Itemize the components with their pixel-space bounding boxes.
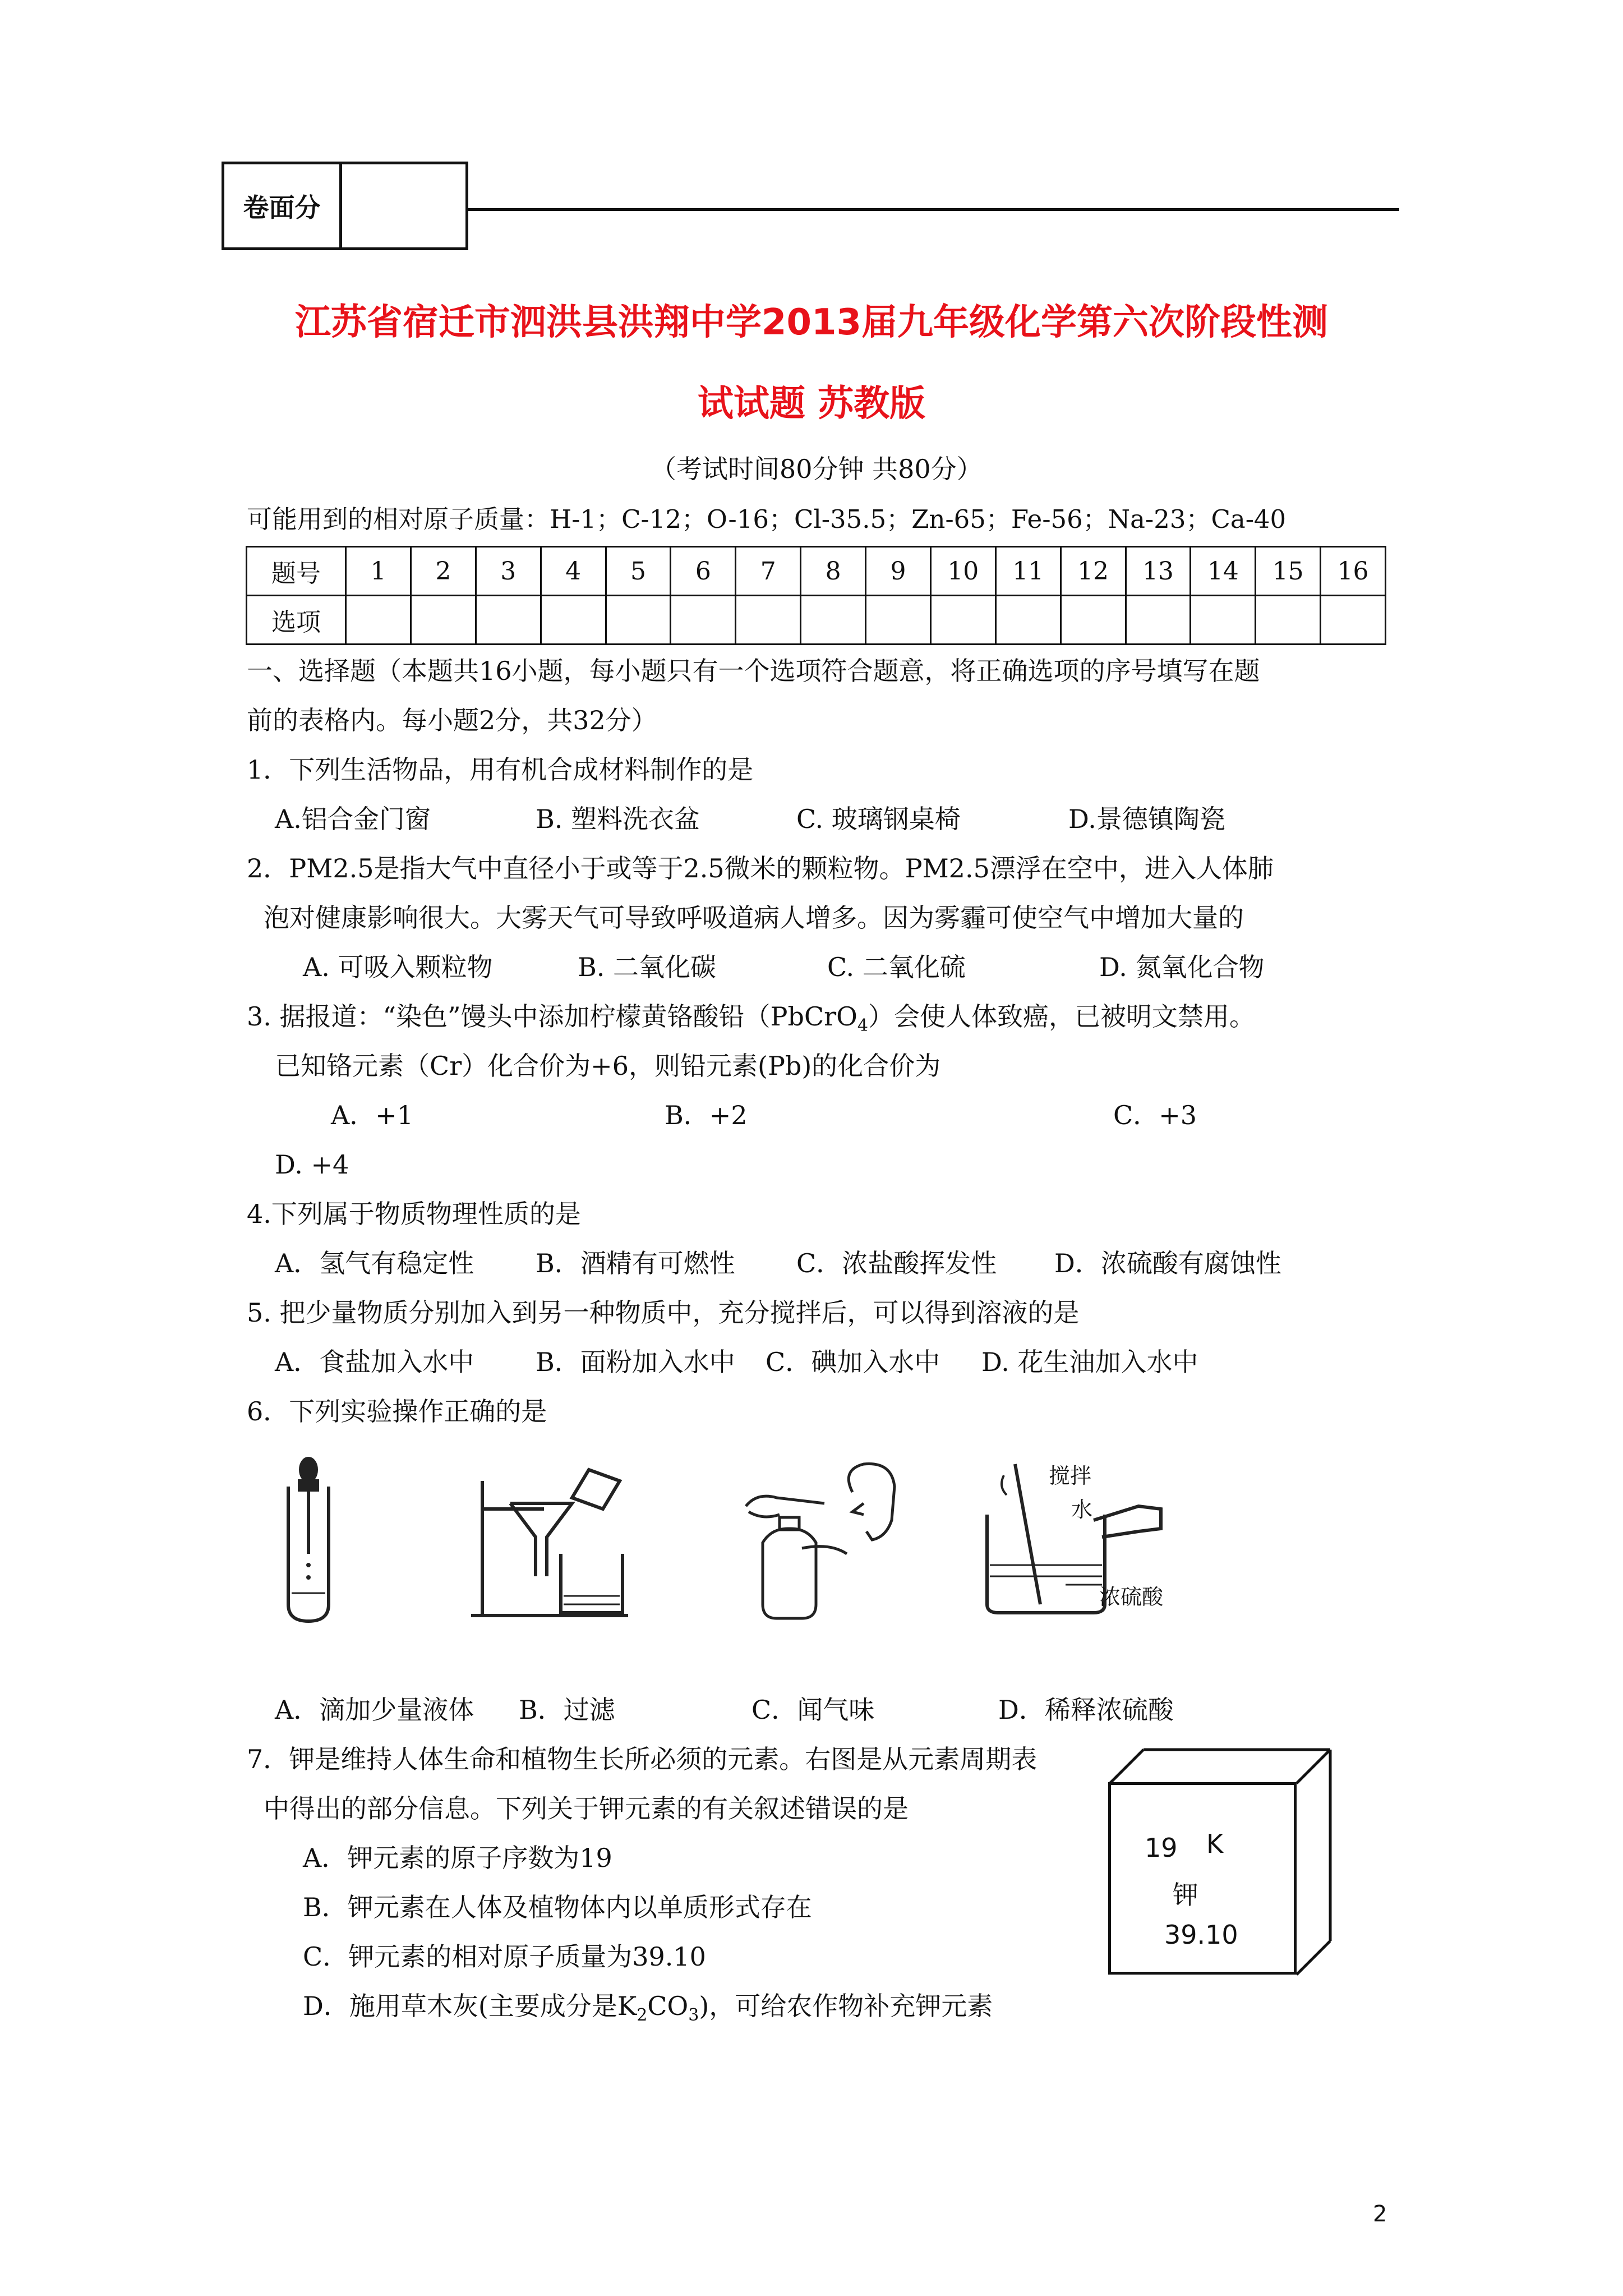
q7-option-b: B．钾元素在人体及植物体内以单质形式存在 bbox=[303, 1892, 812, 1922]
answer-table-row2-head: 选项 bbox=[247, 596, 346, 645]
fig-label-acid: 浓硫酸 bbox=[1099, 1585, 1164, 1609]
q7-option-d-text: D．施用草木灰(主要成分是K bbox=[303, 1991, 637, 2021]
q4-option-b: B．酒精有可燃性 bbox=[536, 1248, 735, 1278]
answer-table bbox=[246, 546, 1386, 645]
q7-option-a: A．钾元素的原子序数为19 bbox=[303, 1843, 612, 1873]
score-label: 卷面分 bbox=[224, 164, 342, 247]
answer-table-header-row bbox=[247, 547, 1386, 596]
question-number-cell: 12 bbox=[1061, 547, 1126, 596]
q5-option-c: C．碘加入水中 bbox=[766, 1347, 940, 1377]
page-title: 江苏省宿迁市泗洪县洪翔中学2013届九年级化学第六次阶段性测 bbox=[294, 302, 1329, 343]
question-number-cell: 3 bbox=[476, 547, 541, 596]
question-number-cell: 8 bbox=[801, 547, 866, 596]
answer-cell[interactable] bbox=[736, 596, 801, 645]
answer-table-answer-row bbox=[247, 596, 1386, 645]
q3-line2: 已知铬元素（Cr）化合价为+6，则铅元素(Pb)的化合价为 bbox=[275, 1051, 941, 1081]
q1-option-a: A.铝合金门窗 bbox=[275, 804, 431, 834]
answer-cell[interactable] bbox=[346, 596, 411, 645]
smelling-figure bbox=[723, 1458, 909, 1627]
q1-option-b: B. 塑料洗衣盆 bbox=[536, 804, 700, 834]
q7-option-d-end: )，可给农作物补充钾元素 bbox=[699, 1991, 993, 2021]
fig-label-water: 水 bbox=[1071, 1497, 1093, 1522]
q7-subscript-2: 2 bbox=[637, 2005, 648, 2025]
q3-option-a: A．+1 bbox=[331, 1100, 414, 1130]
answer-table-row1-head: 题号 bbox=[247, 547, 346, 596]
q1-option-d: D.景德镇陶瓷 bbox=[1068, 804, 1225, 834]
element-name: 钾 bbox=[1173, 1880, 1198, 1910]
answer-cell[interactable] bbox=[1061, 596, 1126, 645]
fig-label-stir: 搅拌 bbox=[1049, 1464, 1092, 1488]
potassium-element-card bbox=[1108, 1782, 1297, 1975]
q5-option-d: D. 花生油加入水中 bbox=[981, 1347, 1198, 1377]
exam-info: （考试时间80分钟 共80分） bbox=[651, 454, 983, 484]
q3-line1-end: ）会使人体致癌，已被明文禁用。 bbox=[868, 1001, 1255, 1032]
question-number-cell: 7 bbox=[736, 547, 801, 596]
element-atomic-number: 19 bbox=[1145, 1833, 1178, 1863]
q2-option-b: B. 二氧化碳 bbox=[578, 952, 717, 982]
question-number-cell: 9 bbox=[866, 547, 931, 596]
section1-line1: 一、选择题（本题共16小题，每小题只有一个选项符合题意，将正确选项的序号填写在题 bbox=[247, 656, 1260, 686]
q5-option-b: B．面粉加入水中 bbox=[536, 1347, 735, 1377]
q7-line2: 中得出的部分信息。下列关于钾元素的有关叙述错误的是 bbox=[264, 1793, 909, 1824]
q3-line1 bbox=[247, 1001, 1255, 1036]
q6-option-b: B．过滤 bbox=[519, 1695, 615, 1725]
q4-stem: 4.下列属于物质物理性质的是 bbox=[247, 1199, 581, 1229]
q4-option-c: C．浓盐酸挥发性 bbox=[796, 1248, 997, 1278]
answer-cell[interactable] bbox=[1126, 596, 1191, 645]
q7-option-c: C．钾元素的相对原子质量为39.10 bbox=[303, 1941, 706, 1972]
dropper-test-tube-figure bbox=[264, 1453, 353, 1632]
question-number-cell: 4 bbox=[541, 547, 606, 596]
q3-subscript: 4 bbox=[857, 1016, 868, 1036]
answer-cell[interactable] bbox=[671, 596, 736, 645]
question-number-cell: 10 bbox=[930, 547, 995, 596]
q2-option-c: C. 二氧化硫 bbox=[827, 952, 966, 982]
q2-line2: 泡对健康影响很大。大雾天气可导致呼吸道病人增多。因为雾霾可使空气中增加大量的 bbox=[264, 903, 1244, 933]
q6-option-c: C．闻气味 bbox=[751, 1695, 875, 1725]
question-number-cell: 2 bbox=[411, 547, 476, 596]
answer-cell[interactable] bbox=[541, 596, 606, 645]
q6-option-d: D．稀释浓硫酸 bbox=[998, 1695, 1174, 1725]
question-number-cell: 11 bbox=[995, 547, 1061, 596]
question-number-cell: 15 bbox=[1256, 547, 1321, 596]
question-number-cell: 1 bbox=[346, 547, 411, 596]
element-symbol: K bbox=[1206, 1829, 1224, 1859]
q6-option-a: A．滴加少量液体 bbox=[275, 1695, 474, 1725]
score-value bbox=[342, 164, 465, 247]
q3-option-d: D. +4 bbox=[275, 1149, 349, 1180]
page-number: 2 bbox=[1373, 2201, 1387, 2227]
question-number-cell: 14 bbox=[1191, 547, 1256, 596]
q5-stem: 5. 把少量物质分别加入到另一种物质中，充分搅拌后，可以得到溶液的是 bbox=[247, 1297, 1080, 1328]
page-title-line2: 试试题 苏教版 bbox=[697, 383, 926, 425]
score-box bbox=[222, 162, 468, 250]
question-number-cell: 16 bbox=[1321, 547, 1386, 596]
answer-cell[interactable] bbox=[1321, 596, 1386, 645]
atomic-masses: 可能用到的相对原子质量：H-1；C-12；O-16；Cl-35.5；Zn-65；Fe-56；Na-23；Ca-40 bbox=[247, 504, 1287, 534]
answer-cell[interactable] bbox=[1256, 596, 1321, 645]
q7-option-d-mid: CO bbox=[647, 1991, 689, 2021]
q3-option-c: C．+3 bbox=[1113, 1100, 1197, 1130]
q7-option-d bbox=[303, 1993, 993, 2024]
q2-option-a: A. 可吸入颗粒物 bbox=[303, 952, 493, 982]
section1-line2: 前的表格内。每小题2分，共32分） bbox=[247, 705, 657, 735]
q2-line1: 2．PM2.5是指大气中直径小于或等于2.5微米的颗粒物。PM2.5漂浮在空中，进入人体肺 bbox=[247, 853, 1274, 884]
q4-option-d: D．浓硫酸有腐蚀性 bbox=[1054, 1248, 1281, 1278]
q3-line1-text: 3. 据报道：“染色”馒头中添加柠檬黄铬酸铅（PbCrO bbox=[247, 1001, 857, 1032]
answer-cell[interactable] bbox=[866, 596, 931, 645]
question-number-cell: 6 bbox=[671, 547, 736, 596]
question-number-cell: 13 bbox=[1126, 547, 1191, 596]
q1-stem: 1．下列生活物品，用有机合成材料制作的是 bbox=[247, 754, 754, 785]
header-rule bbox=[468, 208, 1399, 211]
q5-option-a: A．食盐加入水中 bbox=[275, 1347, 474, 1377]
answer-cell[interactable] bbox=[411, 596, 476, 645]
q7-subscript-3: 3 bbox=[688, 2005, 699, 2025]
q7-line1: 7．钾是维持人体生命和植物生长所必须的元素。右图是从元素周期表 bbox=[247, 1744, 1038, 1774]
answer-cell[interactable] bbox=[476, 596, 541, 645]
answer-cell[interactable] bbox=[801, 596, 866, 645]
element-atomic-mass: 39.10 bbox=[1164, 1920, 1238, 1950]
answer-cell[interactable] bbox=[930, 596, 995, 645]
question-number-cell: 5 bbox=[606, 547, 671, 596]
answer-cell[interactable] bbox=[606, 596, 671, 645]
q2-option-d: D. 氮氧化合物 bbox=[1099, 952, 1265, 982]
filtration-figure bbox=[460, 1464, 645, 1621]
q1-option-c: C. 玻璃钢桌椅 bbox=[796, 804, 961, 834]
q3-option-b: B．+2 bbox=[665, 1100, 748, 1130]
answer-cell[interactable] bbox=[1191, 596, 1256, 645]
answer-cell[interactable] bbox=[995, 596, 1061, 645]
q4-option-a: A．氢气有稳定性 bbox=[275, 1248, 474, 1278]
q6-stem: 6．下列实验操作正确的是 bbox=[247, 1396, 547, 1427]
